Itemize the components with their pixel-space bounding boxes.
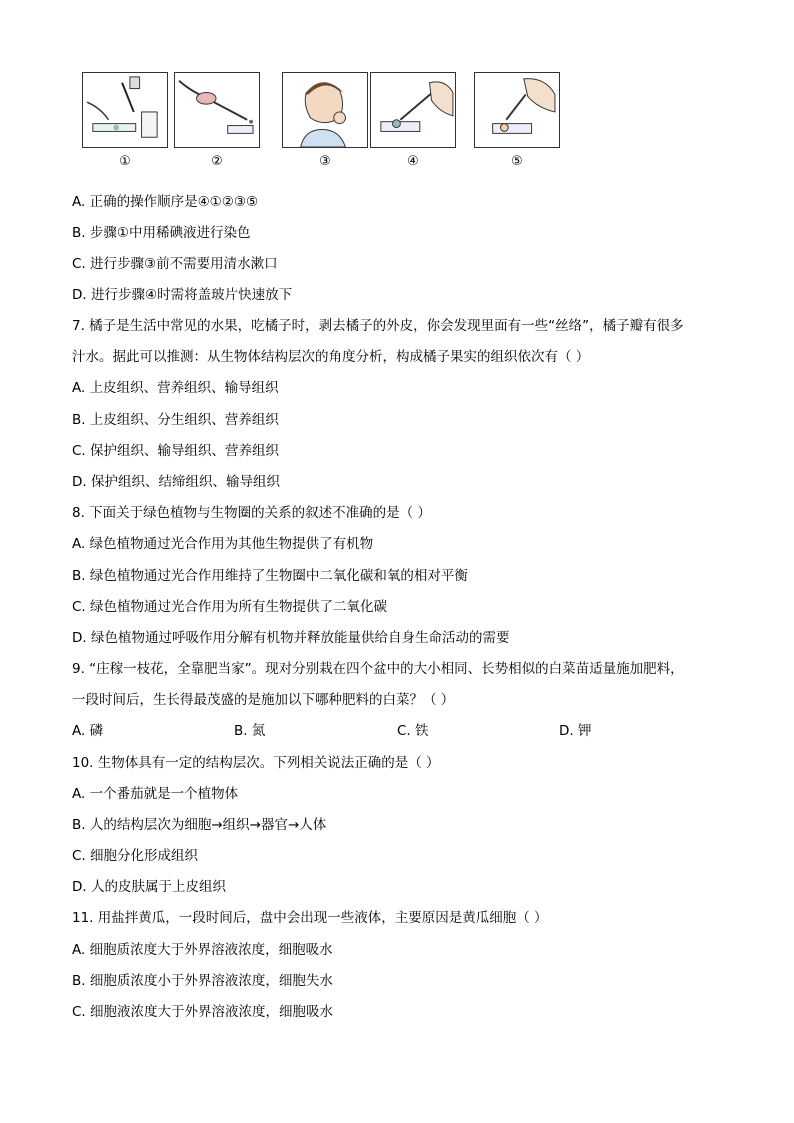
q8-option-b: B. 绿色植物通过光合作用维持了生物圈中二氧化碳和氧的相对平衡 xyxy=(72,568,468,584)
q11-option-c: C. 细胞液浓度大于外界溶液浓度，细胞吸水 xyxy=(72,1004,334,1020)
q7-option-a: A. 上皮组织、营养组织、输导组织 xyxy=(72,380,279,396)
q7-stem-line-2: 汁水。据此可以推测：从生物体结构层次的角度分析，构成橘子果实的组织依次有（ ） xyxy=(72,349,590,365)
q6-option-d: D. 进行步骤④时需将盖玻片快速放下 xyxy=(72,287,293,303)
q9-stem-line-2: 一段时间后，生长得最茂盛的是施加以下哪种肥料的白菜？（ ） xyxy=(72,692,455,708)
q8-option-a: A. 绿色植物通过光合作用为其他生物提供了有机物 xyxy=(72,536,374,552)
q11-option-a: A. 细胞质浓度大于外界溶液浓度，细胞吸水 xyxy=(72,942,333,958)
q6-option-b: B. 步骤①中用稀碘液进行染色 xyxy=(72,225,251,241)
q8-stem: 8. 下面关于绿色植物与生物圈的关系的叙述不准确的是（ ） xyxy=(72,505,431,521)
step-4-illustration xyxy=(370,72,456,148)
step-5-illustration xyxy=(474,72,560,148)
step-3-illustration xyxy=(282,72,368,148)
q6-option-c: C. 进行步骤③前不需要用清水漱口 xyxy=(72,256,278,272)
q9-option-b: B. 氮 xyxy=(234,723,266,739)
q9-option-a: A. 磷 xyxy=(72,723,104,739)
q11-option-b: B. 细胞质浓度小于外界溶液浓度，细胞失水 xyxy=(72,973,333,989)
q10-option-b: B. 人的结构层次为细胞→组织→器官→人体 xyxy=(72,817,327,833)
q8-option-d: D. 绿色植物通过呼吸作用分解有机物并释放能量供给自身生命活动的需要 xyxy=(72,630,510,646)
q7-option-d: D. 保护组织、结缔组织、输导组织 xyxy=(72,474,280,490)
q7-stem-line-1: 7. 橘子是生活中常见的水果，吃橘子时，剥去橘子的外皮，你会发现里面有一些“丝络”，橘子瓣有很多 xyxy=(72,318,684,334)
q8-option-c: C. 绿色植物通过光合作用为所有生物提供了二氧化碳 xyxy=(72,599,388,615)
step-2-illustration xyxy=(174,72,260,148)
q9-stem-line-1: 9. “庄稼一枝花，全靠肥当家”。现对分别栽在四个盆中的大小相同、长势相似的白菜苗适量施加肥料， xyxy=(72,661,684,677)
q7-option-c: C. 保护组织、输导组织、营养组织 xyxy=(72,443,280,459)
step-4-label: ④ xyxy=(407,154,419,169)
q9-option-d: D. 钾 xyxy=(559,723,592,739)
q9-option-c: C. 铁 xyxy=(397,723,429,739)
experiment-figure-row xyxy=(82,72,562,172)
step-5-label: ⑤ xyxy=(511,154,523,169)
q7-option-b: B. 上皮组织、分生组织、营养组织 xyxy=(72,412,279,428)
q10-option-a: A. 一个番茄就是一个植物体 xyxy=(72,786,239,802)
q10-stem: 10. 生物体具有一定的结构层次。下列相关说法正确的是（ ） xyxy=(72,755,440,771)
q6-option-a: A. 正确的操作顺序是④①②③⑤ xyxy=(72,194,259,210)
q10-option-c: C. 细胞分化形成组织 xyxy=(72,848,199,864)
step-3-label: ③ xyxy=(319,154,331,169)
step-1-label: ① xyxy=(119,154,131,169)
step-2-label: ② xyxy=(211,154,223,169)
q11-stem: 11. 用盐拌黄瓜，一段时间后，盘中会出现一些液体，主要原因是黄瓜细胞（ ） xyxy=(72,910,548,926)
step-1-illustration xyxy=(82,72,168,148)
q10-option-d: D. 人的皮肤属于上皮组织 xyxy=(72,879,226,895)
